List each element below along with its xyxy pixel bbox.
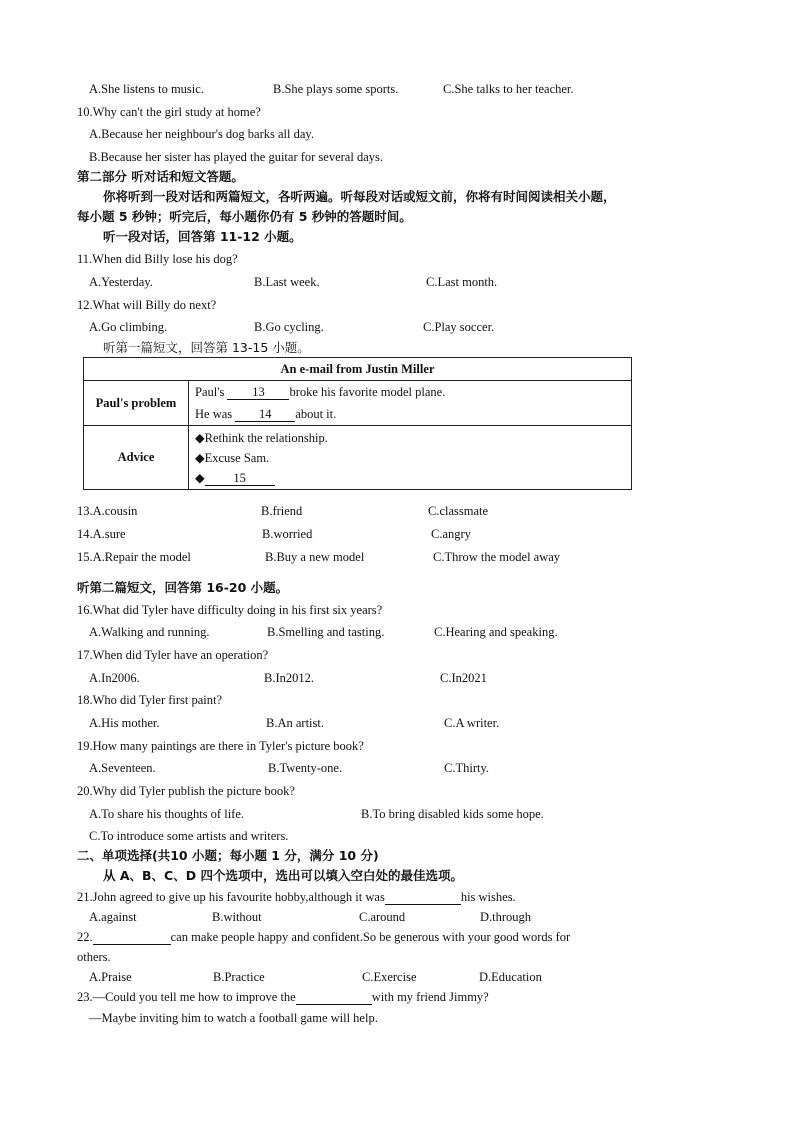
- q22-stem-pre: 22.: [77, 930, 93, 944]
- q9-option-b: B.She plays some sports.: [273, 82, 399, 96]
- q22-stem-post: can make people happy and confident.So be generous with your good words for: [170, 930, 571, 944]
- q9-option-a: A.She listens to music.: [89, 82, 204, 96]
- q14-option-b: B.worried: [262, 527, 313, 541]
- q23-reply: —Maybe inviting him to watch a football game will help.: [89, 1011, 378, 1025]
- q11-option-b: B.Last week.: [254, 275, 320, 289]
- advice-cell: [189, 426, 632, 490]
- q12-option-a: A.Go climbing.: [89, 320, 168, 334]
- dialog-intro: 听一段对话，回答第 11-12 小题。: [103, 229, 302, 244]
- q15-option-a: 15.A.Repair the model: [77, 550, 191, 564]
- email-table-title: An e-mail from Justin Miller: [84, 358, 632, 381]
- q23-stem-pre: 23.—Could you tell me how to improve the: [77, 990, 296, 1004]
- section2-title: 二、单项选择(共10 小题；每小题 1 分，满分 10 分): [77, 848, 379, 863]
- q22-blank: [93, 931, 171, 945]
- problem-line1-post: broke his favorite model plane.: [289, 385, 446, 399]
- q16-stem: 16.What did Tyler have difficulty doing in his first six years?: [77, 603, 383, 617]
- q9-option-c: C.She talks to her teacher.: [443, 82, 574, 96]
- q17-option-a: A.In2006.: [89, 671, 140, 685]
- q20-option-b: B.To bring disabled kids some hope.: [361, 807, 544, 821]
- q19-option-a: A.Seventeen.: [89, 761, 156, 775]
- problem-line2-pre: He was: [195, 407, 233, 421]
- q20-option-a: A.To share his thoughts of life.: [89, 807, 245, 821]
- q12-option-c: C.Play soccer.: [423, 320, 495, 334]
- q10-stem: 10.Why can't the girl study at home?: [77, 105, 261, 119]
- q11-option-a: A.Yesterday.: [89, 275, 153, 289]
- email-table: [83, 357, 632, 490]
- blank-13: 13: [227, 386, 289, 400]
- problem-line2-post: about it.: [295, 407, 337, 421]
- q18-option-a: A.His mother.: [89, 716, 160, 730]
- part2-instruction-2: 每小题 5 秒钟；听完后，每小题你仍有 5 秒钟的答题时间。: [77, 209, 412, 224]
- q11-option-c: C.Last month.: [426, 275, 498, 289]
- problem-cell: [189, 381, 632, 426]
- q22-stem: [77, 929, 570, 945]
- q21-stem-pre: 21.John agreed to give up his favourite hobby,although it was: [77, 890, 385, 904]
- q16-option-a: A.Walking and running.: [89, 625, 210, 639]
- q22-option-c: C.Exercise: [362, 970, 417, 984]
- passage2-intro: 听第二篇短文，回答第 16-20 小题。: [77, 580, 289, 595]
- blank-15: 15: [205, 472, 275, 486]
- part2-instruction-1: 你将听到一段对话和两篇短文，各听两遍。听每段对话或短文前，你将有时间阅读相关小题，: [103, 189, 616, 204]
- q16-option-c: C.Hearing and speaking.: [434, 625, 558, 639]
- q13-option-c: C.classmate: [428, 504, 489, 518]
- advice-item-1: ◆Rethink the relationship.: [195, 430, 328, 445]
- q21-stem: [77, 889, 516, 905]
- q22-option-a: A.Praise: [89, 970, 132, 984]
- q18-option-b: B.An artist.: [266, 716, 324, 730]
- q23-stem-post: with my friend Jimmy?: [371, 990, 489, 1004]
- q10-option-b: B.Because her sister has played the guitar for several days.: [89, 150, 383, 164]
- q11-stem: 11.When did Billy lose his dog?: [77, 252, 238, 266]
- passage1-intro: 听第一篇短文，回答第 13-15 小题。: [103, 340, 310, 355]
- q23-blank: [296, 991, 372, 1005]
- q21-option-d: D.through: [480, 910, 532, 924]
- q20-stem: 20.Why did Tyler publish the picture book?: [77, 784, 295, 798]
- q21-blank: [385, 891, 461, 905]
- part2-title: 第二部分 听对话和短文答题。: [77, 169, 244, 184]
- q12-stem: 12.What will Billy do next?: [77, 298, 217, 312]
- problem-line1-pre: Paul's: [195, 385, 225, 399]
- q12-option-b: B.Go cycling.: [254, 320, 324, 334]
- advice-item-2: ◆Excuse Sam.: [195, 450, 270, 465]
- q22-option-b: B.Practice: [213, 970, 265, 984]
- q21-stem-post: his wishes.: [460, 890, 516, 904]
- q21-option-b: B.without: [212, 910, 262, 924]
- advice-label: Advice: [84, 426, 189, 490]
- blank-14: 14: [235, 408, 295, 422]
- q19-stem: 19.How many paintings are there in Tyler's picture book?: [77, 739, 364, 753]
- q15-option-b: B.Buy a new model: [265, 550, 365, 564]
- q13-option-b: B.friend: [261, 504, 303, 518]
- q17-option-c: C.In2021: [440, 671, 487, 685]
- q14-option-a: 14.A.sure: [77, 527, 126, 541]
- q22-option-d: D.Education: [479, 970, 542, 984]
- q16-option-b: B.Smelling and tasting.: [267, 625, 385, 639]
- q19-option-b: B.Twenty-one.: [268, 761, 343, 775]
- q20-option-c: C.To introduce some artists and writers.: [89, 829, 289, 843]
- q15-option-c: C.Throw the model away: [433, 550, 561, 564]
- q17-stem: 17.When did Tyler have an operation?: [77, 648, 269, 662]
- q18-option-c: C.A writer.: [444, 716, 500, 730]
- q13-option-a: 13.A.cousin: [77, 504, 138, 518]
- problem-label: Paul's problem: [84, 381, 189, 426]
- q21-option-a: A.against: [89, 910, 137, 924]
- q23-stem: [77, 989, 489, 1005]
- q21-option-c: C.around: [359, 910, 406, 924]
- q19-option-c: C.Thirty.: [444, 761, 490, 775]
- q17-option-b: B.In2012.: [264, 671, 314, 685]
- q10-option-a: A.Because her neighbour's dog barks all day.: [89, 127, 314, 141]
- section2-instruction: 从 A、B、C、D 四个选项中，选出可以填入空白处的最佳选项。: [103, 868, 463, 883]
- q22-stem-line2: others.: [77, 950, 111, 964]
- q14-option-c: C.angry: [431, 527, 471, 541]
- advice-bullet: ◆: [195, 470, 205, 485]
- q18-stem: 18.Who did Tyler first paint?: [77, 693, 223, 707]
